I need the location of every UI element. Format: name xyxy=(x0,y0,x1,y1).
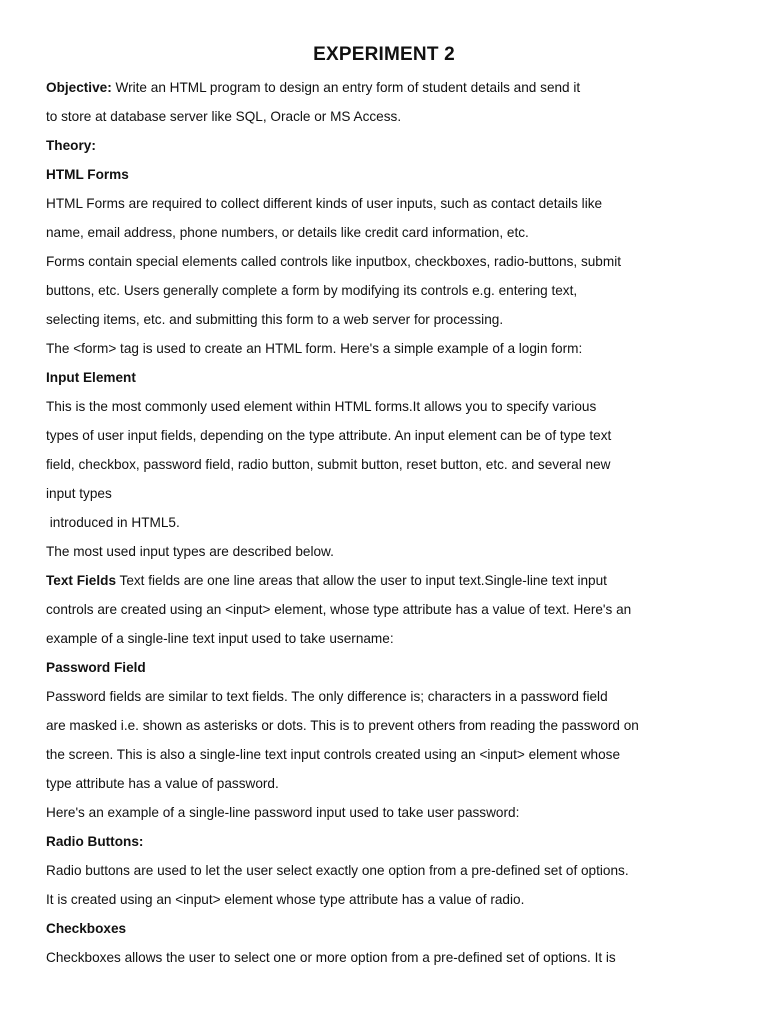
paragraph-line: Forms contain special elements called controls like inputbox, checkboxes, radio-buttons, submit xyxy=(46,254,621,269)
paragraph-line: are masked i.e. shown as asterisks or dots. This is to prevent others from reading the password on xyxy=(46,718,639,733)
text-fields-label: Text Fields xyxy=(46,573,116,588)
paragraph-line: field, checkbox, password field, radio button, submit button, reset button, etc. and several new xyxy=(46,457,611,472)
objective-line xyxy=(46,80,580,96)
paragraph-line: controls are created using an <input> element, whose type attribute has a value of text. Here's an xyxy=(46,602,632,617)
theory-heading: Theory: xyxy=(46,138,96,153)
objective-label: Objective: xyxy=(46,80,112,95)
paragraph-line: Password fields are similar to text fields. The only difference is; characters in a password field xyxy=(46,689,608,704)
paragraph-line: example of a single-line text input used to take username: xyxy=(46,631,394,646)
paragraph-line: This is the most commonly used element within HTML forms.It allows you to specify various xyxy=(46,399,597,414)
paragraph-line: Radio buttons are used to let the user select exactly one option from a pre-defined set of options. xyxy=(46,863,629,878)
paragraph-line: selecting items, etc. and submitting this form to a web server for processing. xyxy=(46,312,504,327)
paragraph-line: input types xyxy=(46,486,112,501)
paragraph-line: Checkboxes allows the user to select one or more option from a pre-defined set of options. It is xyxy=(46,950,616,965)
text-fields-line xyxy=(46,573,607,589)
objective-continuation: to store at database server like SQL, Oracle or MS Access. xyxy=(46,109,402,124)
password-field-heading: Password Field xyxy=(46,660,146,675)
input-element-heading: Input Element xyxy=(46,370,136,385)
paragraph-line: types of user input fields, depending on the type attribute. An input element can be of type text xyxy=(46,428,612,443)
paragraph-line: HTML Forms are required to collect different kinds of user inputs, such as contact details like xyxy=(46,196,603,211)
paragraph-line: The <form> tag is used to create an HTML form. Here's a simple example of a login form: xyxy=(46,341,583,356)
text-fields-text: Text fields are one line areas that allow the user to input text.Single-line text input xyxy=(116,573,607,588)
paragraph-line: It is created using an <input> element whose type attribute has a value of radio. xyxy=(46,892,525,907)
paragraph-line: name, email address, phone numbers, or details like credit card information, etc. xyxy=(46,225,529,240)
paragraph-line: the screen. This is also a single-line text input controls created using an <input> element whose xyxy=(46,747,621,762)
paragraph-line: Here's an example of a single-line password input used to take user password: xyxy=(46,805,520,820)
paragraph-line: introduced in HTML5. xyxy=(46,515,180,530)
html-forms-heading: HTML Forms xyxy=(46,167,129,182)
paragraph-line: buttons, etc. Users generally complete a form by modifying its controls e.g. entering text, xyxy=(46,283,578,298)
page-title: EXPERIMENT 2 xyxy=(313,44,455,65)
paragraph-line: type attribute has a value of password. xyxy=(46,776,279,791)
checkboxes-heading: Checkboxes xyxy=(46,921,127,936)
radio-buttons-heading: Radio Buttons: xyxy=(46,834,144,849)
objective-text: Write an HTML program to design an entry form of student details and send it xyxy=(111,80,581,95)
paragraph-line: The most used input types are described below. xyxy=(46,544,334,559)
